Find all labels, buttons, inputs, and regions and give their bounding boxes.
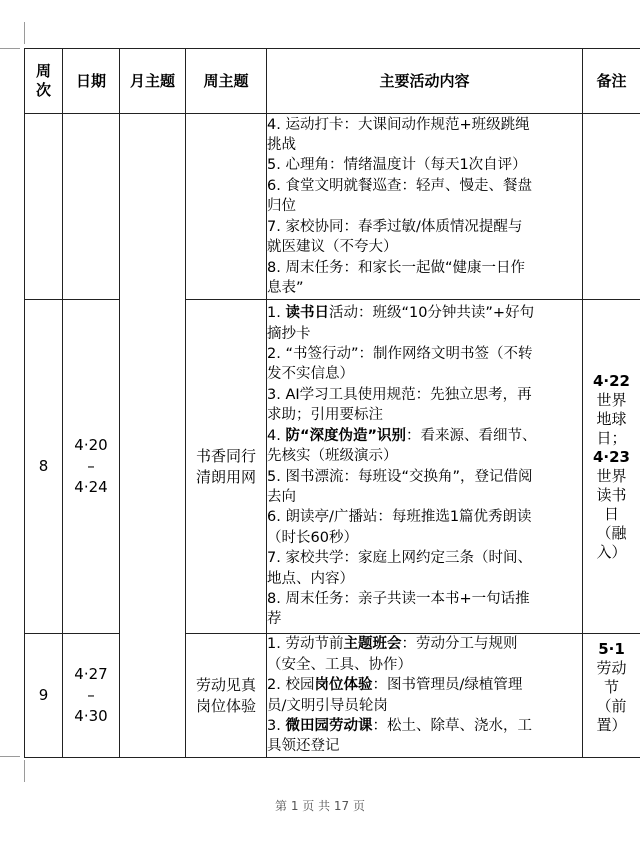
cell-week-empty [25,114,63,300]
activity-text: （时长60秒） [267,529,358,546]
activity-text: 发不实信息） [267,366,354,383]
activity-line [267,405,582,425]
table-header-row [25,49,640,114]
cell-week-theme: 劳动见真 岗位体验 [186,634,267,758]
activity-line [267,303,582,323]
activity-text: 荐 [267,611,282,628]
activity-text: 求助；引用要标注 [267,407,383,424]
activity-text: 8. 周末任务：亲子共读一本书+一句话推 [267,590,530,607]
activity-line [267,258,582,278]
activity-text: 5. 心理角：情绪温度计（每天1次自评） [267,157,527,174]
cell-activities-continued [267,114,583,300]
activity-emphasis: 读书日 [285,305,329,322]
activity-line [267,135,582,155]
activity-emphasis: 防“深度伪造”识别 [285,427,407,444]
activity-line [267,569,582,589]
activity-text: 息表” [267,279,304,296]
crop-mark-bottom-left-v [24,760,25,782]
remark-line: 5·1 [598,640,625,658]
remark-line: 4·22 [592,371,630,390]
activity-line [267,528,582,548]
activity-line [267,196,582,216]
activity-line [267,609,582,629]
header-date: 日期 [63,49,120,114]
table-row-week-9 [25,634,640,758]
cell-week-theme: 书香同行 清朗用网 [186,300,267,634]
remark-line: 入） [596,542,627,561]
activity-text: 2. “书签行动”：制作网络文明书签（不转 [267,346,533,363]
activity-text: 先核实（班级演示） [267,448,398,465]
remark-line: 世界 [596,390,627,409]
activity-text: 2. 校园 [267,677,315,694]
activity-emphasis: 主题班会 [343,636,402,653]
activity-line [267,548,582,568]
activity-line [267,446,582,466]
activity-text: 1. 劳动节前 [267,636,344,653]
cell-remarks [583,634,640,758]
cell-remarks [583,300,640,634]
header-week: 周 次 [25,49,63,114]
header-main-activities: 主要活动内容 [267,49,583,114]
activity-text: 4. 运动打卡：大课间动作规范+班级跳绳 [267,116,530,133]
cell-week-number: 9 [25,634,63,758]
cell-date-range: 4·20 – 4·24 [63,300,120,634]
activity-line [267,467,582,487]
activity-line [267,487,582,507]
activity-text: 6. 食堂文明就餐巡查：轻声、慢走、餐盘 [267,177,532,194]
remark-line: 读书 [596,485,627,504]
activity-text: 8. 周末任务：和家长一起做“健康一日作 [267,259,525,276]
remark-line: 日； [596,428,627,447]
activity-line [267,696,582,716]
page-footer: 第 1 页 共 17 页 [275,799,365,813]
activity-emphasis: 微田园劳动课 [285,717,373,734]
table-row-week-8 [25,300,640,634]
activity-text: ：图书管理员/绿植管理 [372,677,523,694]
activity-text: 就医建议（不夸大） [267,239,398,256]
remark-line: （前 [596,697,627,715]
activity-text: 1. [267,305,286,322]
cell-date-empty [63,114,120,300]
activity-line [267,155,582,175]
remark-line: 置） [596,716,627,734]
header-remarks: 备注 [583,49,640,114]
activity-text: 7. 家校共学：家庭上网约定三条（时间、 [267,550,532,567]
activity-text: 员/文明引导员轮岗 [267,697,388,714]
remark-line: （融 [596,523,627,542]
activity-line [267,507,582,527]
header-month-theme: 月主题 [120,49,186,114]
table-row-continuation [25,114,640,300]
weekly-plan-table [24,48,640,758]
activity-text: （安全、工具、协作） [267,656,412,673]
activity-line [267,278,582,298]
crop-mark-top-left-v [24,22,25,44]
activity-line [267,736,582,756]
activity-text: 去向 [267,488,296,505]
remark-line: 劳动 [596,659,627,677]
activity-text: 挑战 [267,137,296,154]
activity-line [267,324,582,344]
activity-line [267,589,582,609]
remark-line: 节 [603,678,619,696]
remark-line: 世界 [596,466,627,485]
activity-line [267,675,582,695]
cell-activities [267,300,583,634]
activity-text: 7. 家校协同：春季过敏/体质情况提醒与 [267,218,523,235]
activity-text: 摘抄卡 [267,325,311,342]
activity-text: 具领还登记 [267,738,340,755]
cell-remarks-empty [583,114,640,300]
activity-emphasis: 岗位体验 [314,677,373,694]
activity-text: ：看来源、看细节、 [406,427,537,444]
cell-week-number: 8 [25,300,63,634]
crop-mark-top-left-h [0,48,20,49]
cell-date-range: 4·27 – 4·30 [63,634,120,758]
remark-line: 日 [603,504,619,523]
activity-text: 3. [267,717,286,734]
crop-mark-bottom-left-h [0,756,20,757]
activity-line [267,655,582,675]
activity-line [267,634,582,654]
activity-text: 4. [267,427,286,444]
remark-line: 地球 [596,409,627,428]
activity-text: 活动：班级“10分钟共读”+好句 [328,305,535,322]
header-week-theme: 周主题 [186,49,267,114]
cell-activities [267,634,583,758]
activity-text: 6. 朗读亭/广播站：每班推选1篇优秀朗读 [267,509,532,526]
activity-text: 归位 [267,198,296,215]
activity-line [267,716,582,736]
activity-line [267,176,582,196]
activity-text: 地点、内容） [267,570,354,587]
activity-text: ：松土、除草、浇水，工 [372,717,532,734]
activity-line [267,385,582,405]
cell-month-theme-empty [120,114,186,758]
cell-week-theme-empty [186,114,267,300]
remark-line: 4·23 [592,447,630,466]
activity-text: ：劳动分工与规则 [401,636,518,653]
activity-line [267,217,582,237]
activity-text: 5. 图书漂流：每班设“交换角”，登记借阅 [267,468,533,485]
activity-line [267,344,582,364]
activity-line [267,364,582,384]
activity-text: 3. AI学习工具使用规范：先独立思考，再 [267,386,532,403]
activity-line [267,237,582,257]
activity-line [267,115,582,135]
activity-line [267,426,582,446]
